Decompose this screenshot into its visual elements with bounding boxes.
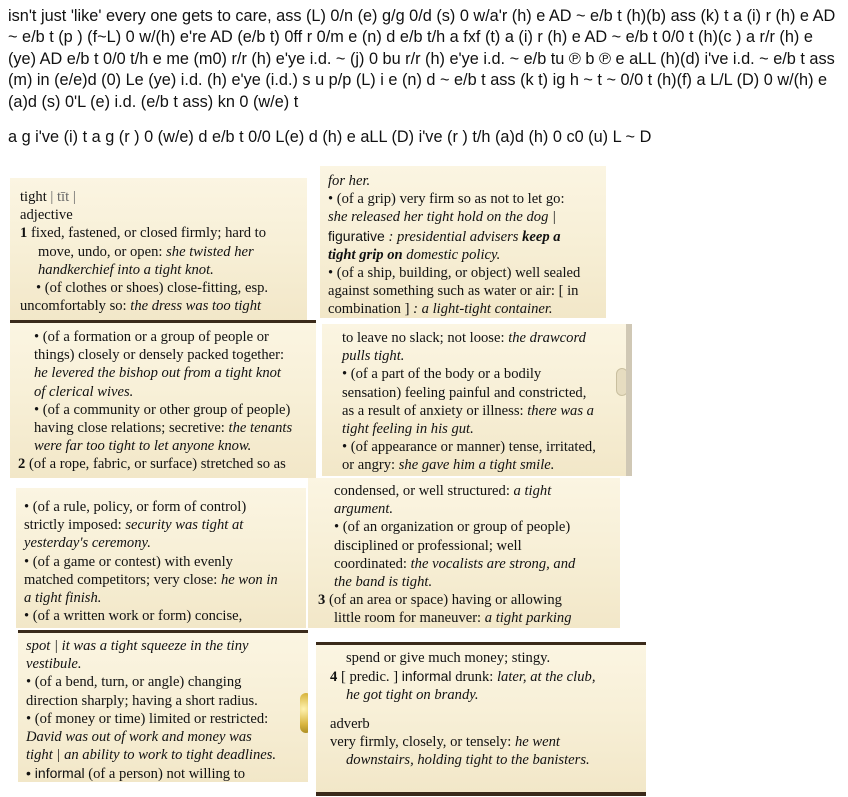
definition-text: direction sharply; having a short radius.: [26, 692, 258, 709]
definition-text: (of an area or space) having or allowing: [328, 592, 562, 609]
intro-paragraph-1: isn't just 'like' every one gets to care, ass (L) 0/n (e) g/g 0/d (s) 0 w/a'r (h) e AD ~ e/b t (h)(b) ass (k) t a (i) r (h) e AD ~ e/b t (p ) (f~L) 0 w/(h) e're AD (e/b t) 0ff r 0/m e (n) d e/b t/h a fxf (t) a (i) r (h) e AD ~ e/b t 0/0 t (h)(c ) a r/r (h) e (ye) AD e/b t 0/0 t/h e me (m0) r/r (h) e'ye i.d. ~ (j) 0 bu r/r (h) e'ye i.d. ~ e/b tu ℗ b ℗ e aLL (h)(d) i've i.d. ~ e/b t ass (m) in (e/e)d (0) Le (ye) i.d. (h) e'ye (i.d.) s u p/p (L) i e (n) d ~ e/b t ass (k t) ig h ~ t ~ 0/0 t (h)(f) a L/L (D) 0 w/(h) e (a)d (s) 0'L (e) i.d. (e/b t ass) kn 0 (w/e) t: [8, 7, 836, 111]
grammar-label: [ predic. ]: [340, 669, 399, 686]
definition-text: • (of a ship, building, or object) well sealed: [328, 265, 581, 282]
definition-text: (of a rope, fabric, or surface) stretched so as: [28, 456, 286, 473]
example-text: : a light-tight container.: [413, 301, 553, 318]
definition-text: move, undo, or open:: [38, 243, 163, 260]
dictionary-clip-1: tight | tīt | adjective 1 fixed, fastened, or closed firmly; hard to move, undo, or open: she twisted her handkerchief into a tight knot. • (of clothes or shoes) close-fitting, esp. uncomfortably so: the dress was too tight: [10, 178, 307, 322]
register-label: figurative: [328, 227, 385, 244]
example-text: the tenants: [228, 420, 293, 437]
example-text: tight feeling in his gut.: [342, 421, 474, 438]
example-text: pulls tight.: [342, 348, 405, 365]
example-text: spot | it was a tight squeeze in the tiny: [26, 638, 249, 654]
example-text: downstairs, holding tight to the banisters.: [346, 752, 590, 769]
definition-text: • (of a written work or form) concise,: [24, 608, 243, 625]
part-of-speech: adverb: [330, 715, 370, 732]
example-text: tight | an ability to work to tight deadlines.: [26, 747, 277, 764]
definition-text: fixed, fastened, or closed firmly; hard to: [30, 225, 266, 242]
example-text: he levered the bishop out from a tight knot: [34, 365, 281, 382]
part-of-speech: adjective: [20, 207, 73, 224]
example-text: she twisted her: [166, 243, 254, 260]
definition-text: • (of a bend, turn, or angle) changing: [26, 674, 242, 691]
example-text: David was out of work and money was: [26, 729, 252, 746]
dictionary-clip-4: [322, 324, 632, 476]
example-text: handkerchief into a tight knot.: [38, 261, 214, 278]
definition-text: • (of an organization or group of people): [334, 519, 571, 536]
register-label: • informal: [26, 765, 85, 782]
dictionary-clip-2: [320, 166, 606, 318]
example-text: were far too tight to let anyone know.: [34, 438, 252, 455]
definition-text: • (of a game or contest) with evenly: [24, 553, 233, 570]
dictionary-clip-8: [316, 642, 646, 796]
definition-text: things) closely or densely packed together:: [34, 347, 285, 364]
example-bold: tight grip on: [328, 246, 403, 263]
example-text: security was tight at: [125, 517, 244, 534]
sense-number: 3: [318, 592, 326, 609]
definition-text: very firmly, closely, or tensely:: [330, 733, 512, 750]
definition-text: sensation) feeling painful and constricted,: [342, 384, 587, 401]
example-text: the band is tight.: [334, 574, 433, 591]
example-bold: keep a: [522, 228, 561, 245]
definition-text: • (of a rule, policy, or form of control): [24, 499, 247, 515]
definition-text: little room for maneuver:: [334, 610, 482, 627]
definition-text: as a result of anxiety or illness:: [342, 402, 524, 419]
definition-text: • (of money or time) limited or restricted:: [26, 710, 269, 727]
definition-text: • (of clothes or shoes) close-fitting, esp.: [36, 280, 269, 297]
example-text: the drawcord: [508, 330, 586, 346]
example-text: the dress was too tight: [130, 298, 262, 315]
example-text: he got tight on brandy.: [346, 687, 479, 704]
register-label: informal: [401, 668, 452, 685]
example-text: a tight finish.: [24, 590, 102, 607]
dictionary-clip-7: [18, 630, 308, 782]
definition-text: against something such as water or air: [ in: [328, 283, 579, 300]
definition-text: • (of a community or other group of people): [34, 401, 291, 418]
example-text: a tight parking: [484, 610, 572, 627]
example-text: later, at the club,: [496, 669, 596, 686]
definition-text: disciplined or professional; well: [334, 537, 522, 554]
definition-text: strictly imposed:: [24, 517, 122, 534]
example-text: argument.: [334, 501, 394, 518]
definition-text: to leave no slack; not loose:: [342, 330, 505, 346]
example-text: domestic policy.: [406, 246, 501, 263]
example-text: there was a: [527, 402, 594, 419]
definition-text: • (of a formation or a group of people or: [34, 329, 269, 345]
dictionary-clip-3: [10, 320, 316, 478]
definition-text: • (of a grip) very firm so as not to let go:: [328, 191, 565, 208]
definition-text: drunk:: [455, 669, 494, 686]
definition-text: spend or give much money; stingy.: [346, 650, 551, 666]
example-text: vestibule.: [26, 656, 82, 673]
example-text: she gave him a tight smile.: [398, 457, 555, 474]
example-text: yesterday's ceremony.: [24, 535, 151, 552]
intro-paragraph-2: a g i've (i) t a g (r ) 0 (w/e) d e/b t 0/0 L(e) d (h) e aLL (D) i've (r ) t/h (a)d (h) 0 c0 (u) L ~ D: [8, 128, 652, 147]
scroll-knob: [300, 693, 308, 733]
definition-text: condensed, or well structured:: [334, 483, 510, 499]
definition-text: matched competitors; very close:: [24, 571, 218, 588]
example-text: he won in: [220, 571, 278, 588]
intro-text: [8, 6, 840, 148]
example-text: a tight: [513, 483, 552, 499]
example-text: : presidential advisers: [388, 228, 519, 245]
example-text: the vocalists are strong, and: [410, 555, 576, 572]
headword: tight: [20, 189, 47, 205]
example-text: of clerical wives.: [34, 383, 134, 400]
example-text: he went: [514, 733, 560, 750]
definition-text: (of a person) not willing to: [88, 766, 246, 782]
dictionary-clip-5: [16, 488, 306, 628]
scroll-bump: [616, 368, 628, 396]
dictionary-clip-6: [308, 478, 620, 628]
pronunciation: tīt: [57, 189, 70, 205]
sense-number: 4: [330, 669, 338, 686]
definition-text: coordinated:: [334, 555, 407, 572]
definition-text: having close relations; secretive:: [34, 420, 225, 437]
definition-text: or angry:: [342, 457, 396, 474]
definition-text: • (of appearance or manner) tense, irritated,: [342, 439, 596, 456]
example-text: she released her tight hold on the dog |: [328, 209, 557, 226]
sense-number: 1: [20, 225, 28, 242]
definition-text: uncomfortably so:: [20, 298, 127, 315]
example-text: for her.: [328, 173, 371, 189]
definition-text: • (of a part of the body or a bodily: [342, 366, 542, 383]
sense-number: 2: [18, 456, 26, 473]
grammar-label: combination ]: [328, 301, 410, 318]
